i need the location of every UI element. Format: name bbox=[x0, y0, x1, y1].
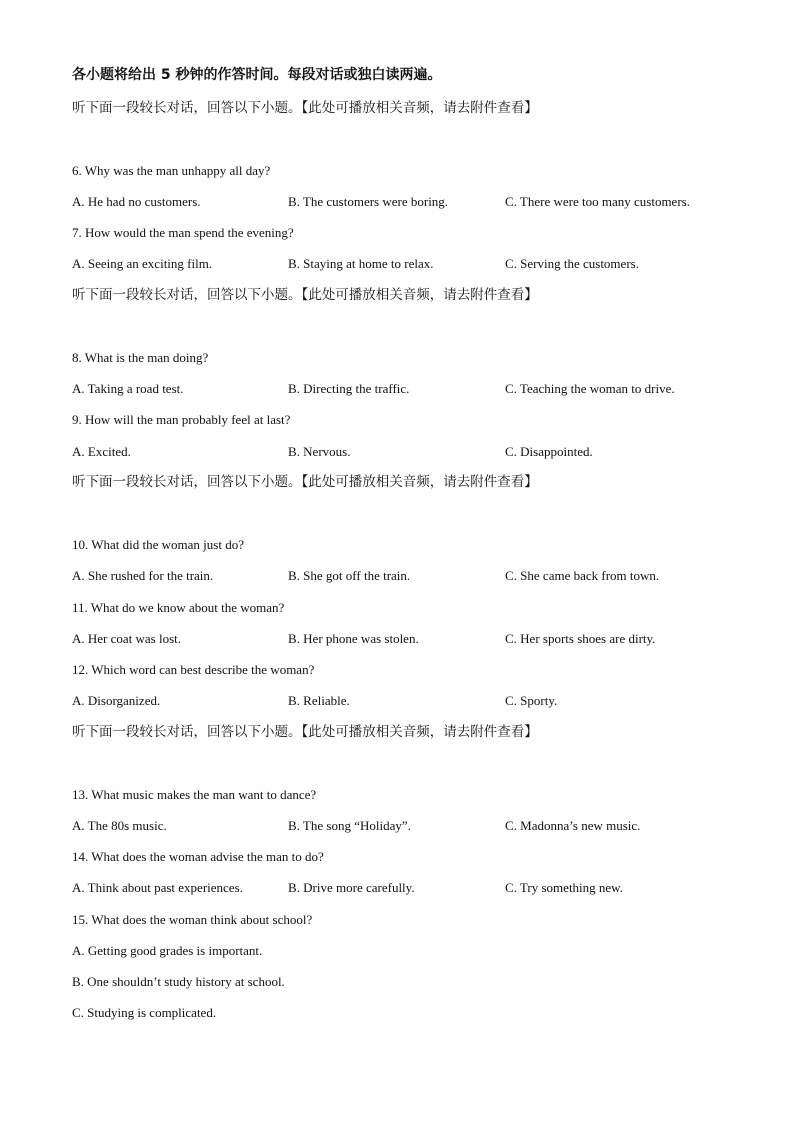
listening-instruction: 听下面一段较长对话，回答以下小题。【此处可播放相关音频，请去附件查看】 bbox=[72, 287, 538, 303]
option-c: C. Serving the customers. bbox=[505, 256, 639, 271]
option-c: C. Disappointed. bbox=[505, 444, 593, 459]
question-stem: 9. How will the man probably feel at last? bbox=[72, 412, 291, 427]
option-b: B. Drive more carefully. bbox=[288, 880, 415, 895]
question-stem: 6. Why was the man unhappy all day? bbox=[72, 163, 271, 178]
option-a: A. She rushed for the train. bbox=[72, 568, 214, 583]
option-b: B. Reliable. bbox=[288, 693, 350, 708]
option-a: A. Excited. bbox=[72, 444, 131, 459]
option-a: A. Seeing an exciting film. bbox=[72, 256, 213, 271]
question-stem: 10. What did the woman just do? bbox=[72, 537, 244, 552]
listening-instruction: 听下面一段较长对话，回答以下小题。【此处可播放相关音频，请去附件查看】 bbox=[72, 100, 538, 116]
option-c: C. Studying is complicated. bbox=[72, 1005, 217, 1020]
option-c: C. Teaching the woman to drive. bbox=[505, 381, 675, 396]
option-c: C. Try something new. bbox=[505, 880, 623, 895]
question-stem: 12. Which word can best describe the woman? bbox=[72, 662, 315, 677]
question-stem: 7. How would the man spend the evening? bbox=[72, 225, 294, 240]
listening-instruction: 听下面一段较长对话，回答以下小题。【此处可播放相关音频，请去附件查看】 bbox=[72, 474, 538, 490]
question-stem: 14. What does the woman advise the man to do? bbox=[72, 849, 324, 864]
option-a: A. Think about past experiences. bbox=[72, 880, 243, 895]
option-a: A. Her coat was lost. bbox=[72, 631, 182, 646]
option-a: A. Taking a road test. bbox=[72, 381, 184, 396]
listening-instruction: 听下面一段较长对话，回答以下小题。【此处可播放相关音频，请去附件查看】 bbox=[72, 724, 538, 740]
question-stem: 11. What do we know about the woman? bbox=[72, 600, 285, 615]
option-a: A. The 80s music. bbox=[72, 818, 167, 833]
option-c: C. She came back from town. bbox=[505, 568, 660, 583]
question-stem: 15. What does the woman think about school? bbox=[72, 912, 313, 927]
option-c: C. There were too many customers. bbox=[505, 194, 690, 209]
option-b: B. The customers were boring. bbox=[288, 194, 449, 209]
option-c: C. Madonna’s new music. bbox=[505, 818, 641, 833]
option-b: B. Nervous. bbox=[288, 444, 351, 459]
option-b: B. Staying at home to relax. bbox=[288, 256, 434, 271]
option-b: B. She got off the train. bbox=[288, 568, 411, 583]
option-a: A. Getting good grades is important. bbox=[72, 943, 263, 958]
option-c: C. Her sports shoes are dirty. bbox=[505, 631, 656, 646]
question-stem: 8. What is the man doing? bbox=[72, 350, 209, 365]
option-c: C. Sporty. bbox=[505, 693, 558, 708]
option-b: B. Directing the traffic. bbox=[288, 381, 410, 396]
option-b: B. One shouldn’t study history at school. bbox=[72, 974, 285, 989]
option-b: B. The song “Holiday”. bbox=[288, 818, 411, 833]
option-a: A. Disorganized. bbox=[72, 693, 161, 708]
option-a: A. He had no customers. bbox=[72, 194, 201, 209]
option-b: B. Her phone was stolen. bbox=[288, 631, 419, 646]
section-heading: 各小题将给出 5 秒钟的作答时间。每段对话或独白读两遍。 bbox=[72, 67, 442, 83]
question-stem: 13. What music makes the man want to dance? bbox=[72, 787, 317, 802]
